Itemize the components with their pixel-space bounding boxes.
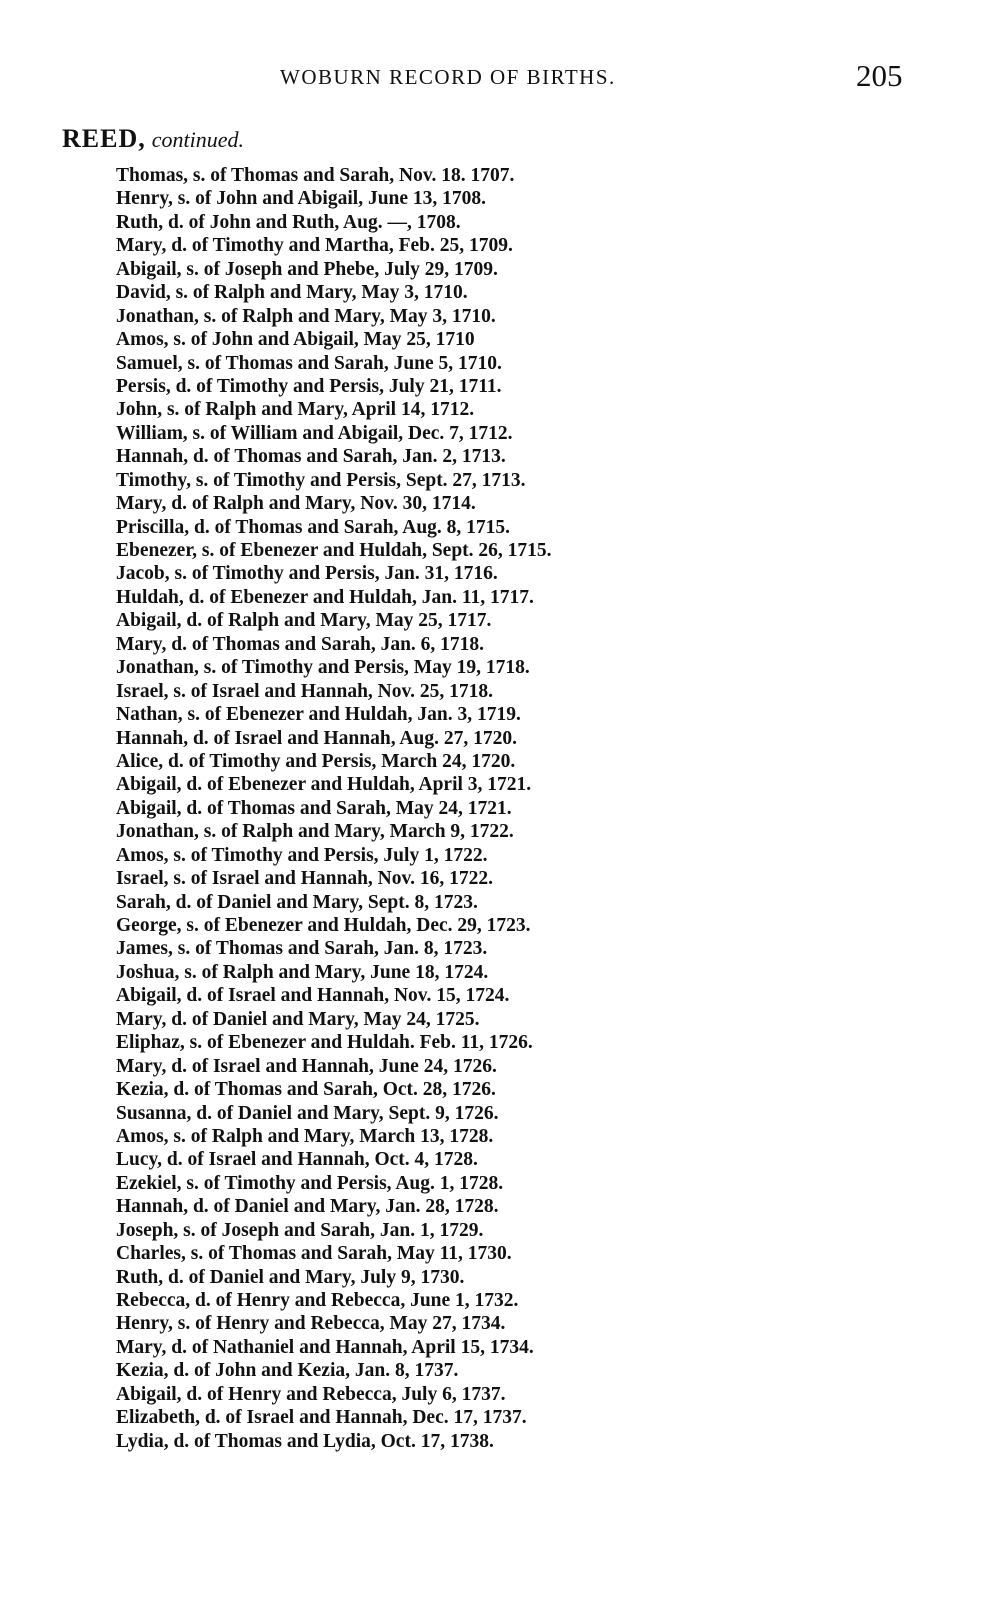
birth-record-entry: Huldah, d. of Ebenezer and Huldah, Jan. 11, 1717. — [116, 586, 534, 608]
birth-record-entry: Abigail, d. of Ebenezer and Huldah, April 3, 1721. — [116, 774, 532, 796]
birth-record-entry: Abigail, d. of Ralph and Mary, May 25, 1717. — [116, 610, 492, 632]
birth-record-entry: Jonathan, s. of Ralph and Mary, March 9, 1722. — [116, 821, 514, 843]
birth-record-entry: Timothy, s. of Timothy and Persis, Sept. 27, 1713. — [116, 469, 526, 491]
birth-record-entry: Mary, d. of Israel and Hannah, June 24, 1726. — [116, 1055, 497, 1077]
birth-record-entry: Joshua, s. of Ralph and Mary, June 18, 1724. — [116, 961, 489, 983]
birth-record-entry: Lucy, d. of Israel and Hannah, Oct. 4, 1728. — [116, 1149, 478, 1171]
birth-record-entry: Thomas, s. of Thomas and Sarah, Nov. 18. 1707. — [116, 165, 515, 186]
birth-record-entry: Amos, s. of John and Abigail, May 25, 1710 — [116, 329, 475, 351]
surname: REED, — [62, 124, 146, 153]
birth-record-entry: David, s. of Ralph and Mary, May 3, 1710. — [116, 282, 468, 304]
birth-record-entry: Israel, s. of Israel and Hannah, Nov. 16, 1722. — [116, 868, 494, 890]
running-header — [0, 58, 1003, 98]
birth-record-entry: Kezia, d. of John and Kezia, Jan. 8, 1737. — [116, 1360, 459, 1382]
birth-record-entry: Joseph, s. of Joseph and Sarah, Jan. 1, 1729. — [116, 1219, 484, 1241]
birth-record-entry: Henry, s. of Henry and Rebecca, May 27, 1734. — [116, 1313, 506, 1335]
birth-record-entry: Jonathan, s. of Timothy and Persis, May 19, 1718. — [116, 657, 530, 679]
birth-record-entry: Alice, d. of Timothy and Persis, March 24, 1720. — [116, 750, 516, 772]
page-title: WOBURN RECORD OF BIRTHS. — [280, 65, 616, 89]
birth-record-entry: Israel, s. of Israel and Hannah, Nov. 25, 1718. — [116, 680, 494, 702]
birth-record-entry: Abigail, d. of Henry and Rebecca, July 6, 1737. — [116, 1383, 506, 1405]
birth-record-entry: Elizabeth, d. of Israel and Hannah, Dec. 17, 1737. — [116, 1407, 527, 1429]
birth-record-entry: Sarah, d. of Daniel and Mary, Sept. 8, 1723. — [116, 891, 478, 913]
birth-record-entry: Kezia, d. of Thomas and Sarah, Oct. 28, 1726. — [116, 1079, 496, 1101]
birth-record-entry: Hannah, d. of Daniel and Mary, Jan. 28, 1728. — [116, 1196, 499, 1218]
birth-record-entry: Abigail, d. of Thomas and Sarah, May 24, 1721. — [116, 797, 512, 819]
birth-record-entry: Mary, d. of Thomas and Sarah, Jan. 6, 1718. — [116, 633, 485, 655]
birth-record-entry: Mary, d. of Ralph and Mary, Nov. 30, 1714. — [116, 493, 476, 515]
birth-record-entry: Lydia, d. of Thomas and Lydia, Oct. 17, 1738. — [116, 1430, 494, 1452]
birth-record-entry: Henry, s. of John and Abigail, June 13, 1708. — [116, 188, 487, 210]
birth-record-entry: Ruth, d. of John and Ruth, Aug. —, 1708. — [116, 211, 461, 233]
birth-record-entry: Charles, s. of Thomas and Sarah, May 11, 1730. — [116, 1243, 512, 1265]
birth-record-entry: William, s. of William and Abigail, Dec. 7, 1712. — [116, 422, 513, 444]
birth-record-entry: Mary, d. of Nathaniel and Hannah, April 15, 1734. — [116, 1336, 534, 1358]
birth-record-entry: Priscilla, d. of Thomas and Sarah, Aug. 8, 1715. — [116, 516, 511, 538]
birth-record-entry: Amos, s. of Ralph and Mary, March 13, 1728. — [116, 1125, 494, 1147]
birth-record-entry: Jacob, s. of Timothy and Persis, Jan. 31, 1716. — [116, 563, 498, 585]
birth-record-entry: Amos, s. of Timothy and Persis, July 1, 1722. — [116, 844, 488, 866]
birth-record-entry: Jonathan, s. of Ralph and Mary, May 3, 1710. — [116, 305, 496, 327]
birth-record-entry: Mary, d. of Timothy and Martha, Feb. 25, 1709. — [116, 235, 513, 257]
birth-record-entry: Abigail, s. of Joseph and Phebe, July 29, 1709. — [116, 258, 498, 280]
birth-record-entry: John, s. of Ralph and Mary, April 14, 1712. — [116, 399, 475, 421]
birth-record-entry: Mary, d. of Daniel and Mary, May 24, 1725. — [116, 1008, 480, 1030]
birth-record-entry: Samuel, s. of Thomas and Sarah, June 5, 1710. — [116, 352, 502, 374]
birth-record-entry: Ezekiel, s. of Timothy and Persis, Aug. 1, 1728. — [116, 1172, 504, 1194]
birth-record-entry: Abigail, d. of Israel and Hannah, Nov. 15, 1724. — [116, 985, 510, 1007]
page-number: 205 — [856, 58, 903, 93]
birth-record-entry: Eliphaz, s. of Ebenezer and Huldah. Feb. 11, 1726. — [116, 1032, 533, 1054]
birth-record-entry: Nathan, s. of Ebenezer and Huldah, Jan. 3, 1719. — [116, 704, 521, 726]
birth-record-entry: Hannah, d. of Thomas and Sarah, Jan. 2, 1713. — [116, 446, 506, 468]
surname-heading — [62, 124, 244, 154]
birth-record-entry: Rebecca, d. of Henry and Rebecca, June 1, 1732. — [116, 1290, 519, 1311]
continued-label: continued. — [151, 127, 245, 152]
birth-record-entry: Ebenezer, s. of Ebenezer and Huldah, Sept. 26, 1715. — [116, 540, 552, 561]
birth-record-entry: James, s. of Thomas and Sarah, Jan. 8, 1723. — [116, 938, 488, 960]
birth-record-entry: George, s. of Ebenezer and Huldah, Dec. 29, 1723. — [116, 915, 531, 936]
birth-record-entry: Susanna, d. of Daniel and Mary, Sept. 9, 1726. — [116, 1102, 499, 1124]
birth-record-entry: Ruth, d. of Daniel and Mary, July 9, 1730. — [116, 1266, 465, 1288]
birth-record-entry: Hannah, d. of Israel and Hannah, Aug. 27, 1720. — [116, 727, 517, 749]
birth-record-list — [116, 164, 552, 1453]
birth-record-entry: Persis, d. of Timothy and Persis, July 21, 1711. — [116, 375, 502, 397]
